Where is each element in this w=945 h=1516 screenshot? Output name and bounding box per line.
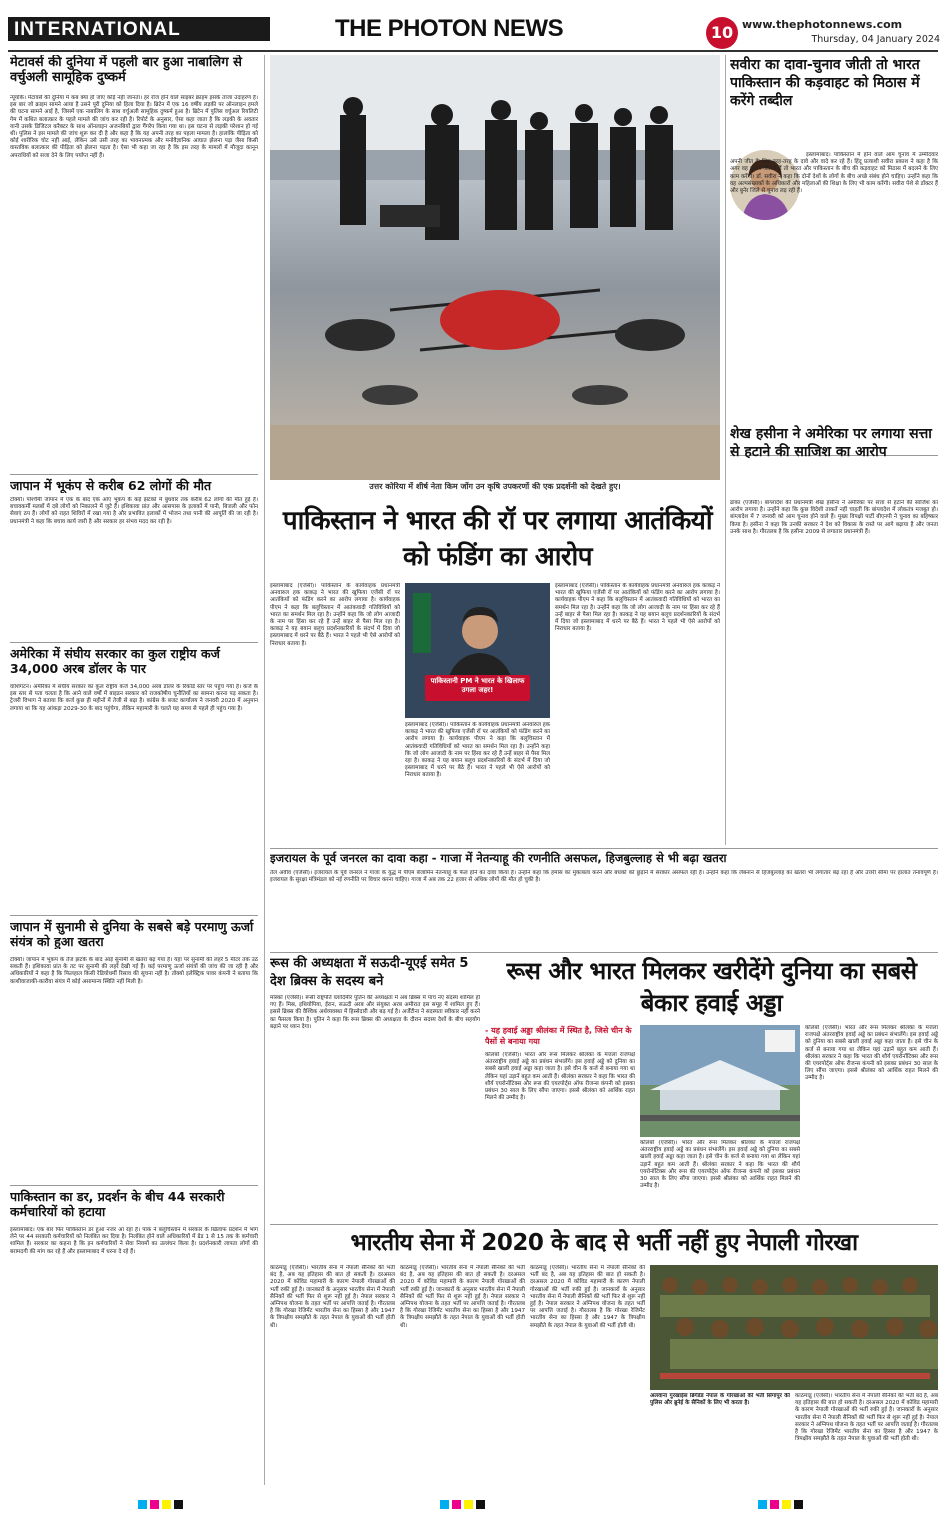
rule-6 <box>270 848 938 849</box>
hasina-headline: शेख हसीना ने अमेरिका पर लगाया सत्ता से हटाने की साजिश का आरोप <box>730 426 932 460</box>
left-col-rule <box>264 55 265 1485</box>
japan-quake-headline: जापान में भूकंप से करीब 62 लोगों की मौत <box>10 478 212 493</box>
brics-body: मॉस्को (एजेंसी)। रूसी राष्ट्रपति व्लादिमीर पुतिन की अध्यक्षता में अब ब्रिक्स में पांच नए सदस्य शामिल हो गए हैं। मिस्र, इथियोपिया, ईरान, सऊदी अरब और संयुक्त अरब अमीरात इस समूह में शामिल हुए हैं। इससे ब्रिक्स की वैश्विक अर्थव्यवस्था में हिस्सेदारी और बढ़ गई है। अर्जेंटीना ने सदस्यता स्वीकार नहीं करने का फैसला किया है। पुतिन ने कहा कि रूस ब्रिक्स की अध्यक्षता के दौरान सदस्य देशों के बीच सहयोग बढ़ाने पर ध्यान देगा। <box>270 995 480 1030</box>
magenta-swatch <box>150 1500 159 1509</box>
issue-date: Thursday, 04 January 2024 <box>811 34 940 45</box>
gorkha-body-cont-2: काठमांडू (एजेंसी)। भारतीय सेना में नेपाली सैनिकों की भर्ती बंद है, अब यह इतिहास की बात हो सकती है। दरअसल 2020 में कोविड महामारी के कारण नेपाली गोरखाओं की भर्ती रुकी हुई है। जानकारों के अनुसार भारतीय सेना में नेपाली सैनिकों की भर्ती फिर से शुरू नहीं हुई है। नेपाल सरकार ने अग्निपथ योजना के तहत भर्ती पर आपत्ति जताई है। गौरतलब है कि गोरखा रेजिमेंट भारतीय सेना का हिस्सा है और 1947 के त्रिपक्षीय समझौते के तहत नेपाल के युवाओं की भर्ती होती थी। <box>530 1265 645 1329</box>
right-col-rule-top <box>725 55 726 845</box>
pak-raw-body-cont: इस्लामाबाद (एजेंसी)। पाकिस्तान के कार्यवाहक प्रधानमंत्री अनवारुल हक काकड़ ने भारत की खुफिया एजेंसी रॉ पर आतंकियों को फंडिंग करने का आरोप लगाया है। कार्यवाहक पीएम ने कहा कि बलूचिस्तान में आतंकवादी गतिविधियों को भारत का समर्थन मिल रहा है। उन्होंने कहा कि जो लोग आजादी के नाम पर हिंसा कर रहे हैं उन्हें बाहर से पैसा मिल रहा है। काकड़ ने यह बयान बलूच प्रदर्शनकारियों के संदर्भ में दिया जो इस्लामाबाद में धरने पर बैठे हैं। भारत ने पहले भी ऐसे आरोपों को निराधार बताया है। <box>405 722 550 779</box>
airport-body: कोलंबो (एजेंसी)। भारत और रूस मिलकर श्रीलंका के मत्तला राजपक्षे अंतरराष्ट्रीय हवाई अड्डे का प्रबंधन संभालेंगे। इस हवाई अड्डे को दुनिया का सबसे खाली हवाई अड्डा कहा जाता है। इसे चीन के कर्ज से बनाया गया था लेकिन यहां उड़ानें बहुत कम आती हैं। श्रीलंका सरकार ने कहा कि भारत की शौर्य एयरोनॉटिक्स और रूस की एयरपोर्ट्स ऑफ रीजन्स कंपनी को इसका प्रबंधन 30 साल के लिए सौंपा जाएगा। इससे श्रीलंका को आर्थिक राहत मिलने की उम्मीद है। <box>485 1052 635 1102</box>
black-swatch-2 <box>476 1500 485 1509</box>
gorkha-headline: भारतीय सेना में 2020 के बाद से भर्ती नहीं हुए नेपाली गोरखा <box>350 1230 858 1256</box>
north-korea-photo <box>270 55 720 480</box>
japan-quake-body: टोक्यो। पश्चिमी जापान में एक के बाद एक आए भूकंप के कई झटकों में बुधवार तक करीब 62 लोगों की मौत हुई है। बचावकर्मी मलबों में दबे लोगों को निकालने में जुटे हैं। इशिकावा प्रांत और आसपास के इलाकों में पानी, बिजली और फोन सेवाएं ठप हैं। लोगों को राहत शिविरों में रखा गया है और प्रभावित इलाकों में भोजन तथा पानी की आपूर्ति की जा रही है। प्रधानमंत्री ने कहा कि बचाव कार्य जारी है और सरकार हर संभव मदद कर रही है। <box>10 497 258 525</box>
pak-raw-body-cont-2: इस्लामाबाद (एजेंसी)। पाकिस्तान के कार्यवाहक प्रधानमंत्री अनवारुल हक काकड़ ने भारत की खुफिया एजेंसी रॉ पर आतंकियों को फंडिंग करने का आरोप लगाया है। कार्यवाहक पीएम ने कहा कि बलूचिस्तान में आतंकवादी गतिविधियों को भारत का समर्थन मिल रहा है। उन्होंने कहा कि जो लोग आजादी के नाम पर हिंसा कर रहे हैं उन्हें बाहर से पैसा मिल रहा है। काकड़ ने यह बयान बलूच प्रदर्शनकारियों के संदर्भ में दिया जो इस्लामाबाद में धरने पर बैठे हैं। भारत ने पहले भी ऐसे आरोपों को निराधार बताया है। <box>555 583 720 633</box>
pm-illustration <box>405 583 550 718</box>
section-label <box>8 17 270 41</box>
gorkha-body: काठमांडू (एजेंसी)। भारतीय सेना में नेपाली सैनिकों की भर्ती बंद है, अब यह इतिहास की बात हो सकती है। दरअसल 2020 में कोविड महामारी के कारण नेपाली गोरखाओं की भर्ती रुकी हुई है। जानकारों के अनुसार भारतीय सेना में नेपाली सैनिकों की भर्ती फिर से शुरू नहीं हुई है। नेपाल सरकार ने अग्निपथ योजना के तहत भर्ती पर आपत्ति जताई है। गौरतलब है कि गोरखा रेजिमेंट भारतीय सेना का हिस्सा है और 1947 के त्रिपक्षीय समझौते के तहत नेपाल के युवाओं की भर्ती होती थी। <box>270 1265 395 1329</box>
pak-pm-photo <box>405 583 550 718</box>
gorkha-photo-caption: अलवाना गुरखाईस ब्रिगेडेड नेपाल के गोरखाओं की भर्ती सिंगापुर की पुलिस और ब्रुनेई के सैनिकों के लिए भी करता है। <box>650 1393 790 1407</box>
yellow-swatch <box>162 1500 171 1509</box>
metaverse-headline: मेटावर्स की दुनिया में पहली बार हुआ नाबालिग से वर्चुअली सामूहिक दुष्कर्म <box>10 55 242 85</box>
soldiers-illustration <box>650 1265 938 1390</box>
gorkha-body-cont: काठमांडू (एजेंसी)। भारतीय सेना में नेपाली सैनिकों की भर्ती बंद है, अब यह इतिहास की बात हो सकती है। दरअसल 2020 में कोविड महामारी के कारण नेपाली गोरखाओं की भर्ती रुकी हुई है। जानकारों के अनुसार भारतीय सेना में नेपाली सैनिकों की भर्ती फिर से शुरू नहीं हुई है। नेपाल सरकार ने अग्निपथ योजना के तहत भर्ती पर आपत्ति जताई है। गौरतलब है कि गोरखा रेजिमेंट भारतीय सेना का हिस्सा है और 1947 के त्रिपक्षीय समझौते के तहत नेपाल के युवाओं की भर्ती होती थी। <box>400 1265 525 1329</box>
magenta-swatch-2 <box>452 1500 461 1509</box>
airport-illustration <box>640 1025 800 1137</box>
brics-headline: रूस की अध्यक्षता में सऊदी-यूएई समेत 5 देश ब्रिक्स के सदस्य बने <box>270 956 469 989</box>
website-url: www.thephotonnews.com <box>742 18 903 31</box>
rule-2 <box>10 642 258 643</box>
airport-photo <box>640 1025 800 1137</box>
us-debt-body: वाशिंगटन। अमेरिका में संघीय सरकार का कुल राष्ट्रीय कर्ज 34,000 अरब डॉलर के रिकॉर्ड स्तर पर पहुंच गया है। कर्ज के इस स्तर से पता चलता है कि आने वाले वर्षों में बाइडन सरकार को राजकोषीय चुनौतियों का सामना करना पड़ सकता है। ट्रेजरी विभाग ने बताया कि कर्ज कुछ ही महीनों में तेजी से बढ़ा है। कांग्रेस के बजट कार्यालय ने जनवरी 2020 में अनुमान लगाया था कि यह आंकड़ा 2029-30 के बाद पहुंचेगा, लेकिन महामारी के चलते यह समय से पहले ही पहुंच गया है। <box>10 684 258 712</box>
rule-1 <box>10 474 258 475</box>
pak-employees-body: इस्लामाबाद। एक बार फिर पाकिस्तान डर हुआ नजर आ रहा है। पाक ने बलूचिस्तान में सरकार के खिलाफ प्रदर्शन में भाग लेने पर 44 सरकारी कर्मचारियों को निलंबित कर दिया है। निलंबित होने वाले अधिकारियों में ग्रेड 1 से 15 तक के कर्मचारी शामिल हैं। सरकार का कहना है कि इन कर्मचारियों ने सेवा नियमों का उल्लंघन किया है। प्रदर्शनकारी लापता लोगों की बरामदगी की मांग कर रहे हैं और इस्लामाबाद में धरना दे रहे हैं। <box>10 1227 258 1255</box>
airport-body-cont: कोलंबो (एजेंसी)। भारत और रूस मिलकर श्रीलंका के मत्तला राजपक्षे अंतरराष्ट्रीय हवाई अड्डे का प्रबंधन संभालेंगे। इस हवाई अड्डे को दुनिया का सबसे खाली हवाई अड्डा कहा जाता है। इसे चीन के कर्ज से बनाया गया था लेकिन यहां उड़ानें बहुत कम आती हैं। श्रीलंका सरकार ने कहा कि भारत की शौर्य एयरोनॉटिक्स और रूस की एयरपोर्ट्स ऑफ रीजन्स कंपनी को इसका प्रबंधन 30 साल के लिए सौंपा जाएगा। इससे श्रीलंका को आर्थिक राहत मिलने की उम्मीद है। <box>640 1140 800 1190</box>
rule-8 <box>270 1224 938 1225</box>
japan-nuclear-headline: जापान में सुनामी से दुनिया के सबसे बड़े परमाणु ऊर्जा संयंत्र को हुआ खतरा <box>10 919 254 949</box>
japan-nuclear-body: टोक्यो। जापान में भूकंप के तेज झटके के बाद आई सुनामी से खतरा बढ़ गया है। यहां पर सुनामी की लहरें 5 मीटर तक उठ सकती हैं। इशिकावा प्रांत के तट पर सुनामी की लहरें देखी गई हैं। कई परमाणु ऊर्जा संयंत्रों की जांच की जा रही है और अधिकारियों ने कहा है कि फिलहाल किसी रेडियोधर्मी रिसाव की सूचना नहीं है। तोक्यो इलेक्ट्रिक पावर कंपनी ने बताया कि काशीवाजाकी-कारीवा संयंत्र में कोई असामान्य स्थिति नहीं मिली है। <box>10 957 258 985</box>
yellow-swatch-3 <box>782 1500 791 1509</box>
airport-body-cont-2: कोलंबो (एजेंसी)। भारत और रूस मिलकर श्रीलंका के मत्तला राजपक्षे अंतरराष्ट्रीय हवाई अड्डे का प्रबंधन संभालेंगे। इस हवाई अड्डे को दुनिया का सबसे खाली हवाई अड्डा कहा जाता है। इसे चीन के कर्ज से बनाया गया था लेकिन यहां उड़ानें बहुत कम आती हैं। श्रीलंका सरकार ने कहा कि भारत की शौर्य एयरोनॉटिक्स और रूस की एयरपोर्ट्स ऑफ रीजन्स कंपनी को इसका प्रबंधन 30 साल के लिए सौंपा जाएगा। इससे श्रीलंका को आर्थिक राहत मिलने की उम्मीद है। <box>805 1025 938 1082</box>
pak-pm-banner: पाकिस्तानी PM ने भारत के खिलाफ उगला जहर! <box>430 677 525 694</box>
pak-raw-headline: पाकिस्तान ने भारत की रॉ पर लगाया आतंकियों को फंडिंग का आरोप <box>282 506 713 572</box>
paper-logo <box>335 15 625 47</box>
israel-body: तेल अवीव (एजेंसी)। इजरायल के पूर्व जनरल ने गाजा के युद्ध में पीएम बेंजामिन नेतन्याहू के फेल होने का दावा किया है। उन्होंने कहा कि हमास का मुकाबला करने और बंधकों को छुड़ाने में सरकार असफल रही है। उन्होंने कहा कि लेबनान से हिजबुल्लाह का खतरा भी लगातार बढ़ रहा है और उत्तरी सीमा पर हालात तनावपूर्ण हैं। इजरायल के सुरक्षा मंत्रिमंडल को नई रणनीति पर विचार करना चाहिए। गाजा में अब तक 22 हजार से अधिक लोगों की मौत हो चुकी है। <box>270 870 938 884</box>
north-korea-caption: उत्तर कोरिया में शीर्ष नेता किम जोंग उन कृषि उपकरणों की एक प्रदर्शनी को देखते हुए। <box>369 482 621 491</box>
saveera-body: इस्लामाबाद। पाकिस्तान में होने वाले आम चुनाव में उम्मीदवार अपनी जीत के लिए तरह-तरह के दावे और वादे कर रहे हैं। हिंदू प्रत्याशी सवीरा प्रकाश ने कहा है कि अगर वह चुनाव जीतती हैं तो भारत और पाकिस्तान के बीच की कड़वाहट को मिठास में बदलने के लिए काम करेंगी। डॉ. सवीरा ने कहा कि दोनों देशों के लोगों के बीच अच्छे संबंध होने चाहिए। उन्होंने कहा कि वह अल्पसंख्यकों के अधिकारों और महिलाओं की शिक्षा के लिए भी काम करेंगी। सवीरा पेशे से डॉक्टर हैं और बुनेर जिले से चुनाव लड़ रही हैं। <box>730 152 938 195</box>
page-number: 10 <box>710 23 734 42</box>
pak-raw-body: इस्लामाबाद (एजेंसी)। पाकिस्तान के कार्यवाहक प्रधानमंत्री अनवारुल हक काकड़ ने भारत की खुफिया एजेंसी रॉ पर आतंकियों को फंडिंग करने का आरोप लगाया है। कार्यवाहक पीएम ने कहा कि बलूचिस्तान में आतंकवादी गतिविधियों को भारत का समर्थन मिल रहा है। उन्होंने कहा कि जो लोग आजादी के नाम पर हिंसा कर रहे हैं उन्हें बाहर से पैसा मिल रहा है। काकड़ ने यह बयान बलूच प्रदर्शनकारियों के संदर्भ में दिया जो इस्लामाबाद में धरने पर बैठे हैं। भारत ने पहले भी ऐसे आरोपों को निराधार बताया है। <box>270 583 400 647</box>
black-swatch <box>174 1500 183 1509</box>
us-debt-headline: अमेरिका में संघीय सरकार का कुल राष्ट्रीय कर्ज 34,000 अरब डॉलर के पार <box>10 646 220 676</box>
israel-headline: इजरायल के पूर्व जनरल का दावा कहा - गाजा में नेतन्याहू की रणनीति असफल, हिजबुल्लाह से भी बढ़ा खतरा <box>270 851 727 865</box>
rule-3 <box>10 915 258 916</box>
pak-employees-headline: पाकिस्तान का डर, प्रदर्शन के बीच 44 सरकारी कर्मचारियों को हटाया <box>10 1189 225 1219</box>
photo-illustration <box>270 55 720 480</box>
paper-name: THE PHOTON NEWS <box>335 15 564 42</box>
yellow-swatch-2 <box>464 1500 473 1509</box>
cyan-swatch <box>138 1500 147 1509</box>
section-title: INTERNATIONAL <box>14 19 181 40</box>
black-swatch-3 <box>794 1500 803 1509</box>
metaverse-body: न्यूयॉर्क। मेटावर्स की दुनिया में कब क्या हो जाए कोई नहीं जानता। हर रोज होने वाले साइबर क्राइम इसके ताजा उदाहरण हैं। इस बार जो क्राइम सामने आया है उसने पूरी दुनिया को हिला दिया है। ब्रिटेन में एक 16 वर्षीय लड़की पर ऑनलाइन हमले की घटना सामने आई है, जिसमें एक नाबालिग के साथ वर्चुअली सामूहिक दुष्कर्म हुआ है। ब्रिटेन में पुलिस वर्चुअल रियलिटी गेम में कथित बलात्कार के पहले मामले की जांच कर रही है। रिपोर्ट के अनुसार, ऐसा कहा जाता है कि लड़की के अवतार यानी उसके डिजिटल करैक्टर के साथ ऑनलाइन अजनबियों द्वारा गैंगरेप किया गया था। इस घटना से लड़की परेशान हो गई थी। पुलिस ने इस मामले की जांच शुरू कर दी है और कहा है कि यह अपनी तरह का पहला मामला है। हालांकि पीड़िता को कोई शारीरिक चोट नहीं आई, लेकिन उसे उसी तरह का भावनात्मक और मनोवैज्ञानिक आघात झेलना पड़ा जैसा किसी वास्तविक बलात्कार की पीड़िता को झेलना पड़ता है। ऐसा भी कहा जा रहा है कि इस तरह के मामलों में मौजूदा कानून अपराधियों को सजा देने के लिए पर्याप्त नहीं हैं। <box>10 95 258 159</box>
saveera-headline: सवीरा का दावा-चुनाव जीती तो भारत पाकिस्तान की कड़वाहट को मिठास में करेंगे तब्दील <box>730 57 920 109</box>
hasina-body: ढाका (एजेंसी)। बांग्लादेश की प्रधानमंत्री शेख हसीना ने अमेरिका पर सत्ता से हटाने की साजिश का आरोप लगाया है। उन्होंने कहा कि कुछ विदेशी ताकतें नहीं चाहतीं कि बांग्लादेश में लोकतंत्र मजबूत हो। बांग्लादेश में 7 जनवरी को आम चुनाव होने वाले हैं। मुख्य विपक्षी पार्टी बीएनपी ने चुनाव का बहिष्कार किया है। हसीना ने कहा कि उनकी सरकार ने देश को विकास के रास्ते पर आगे बढ़ाया है और जनता उनके साथ है। गौरतलब है कि हसीना 2009 से लगातार प्रधानमंत्री हैं। <box>730 500 938 535</box>
gorkha-photo <box>650 1265 938 1390</box>
rule-4 <box>10 1185 258 1186</box>
masthead-rule <box>8 50 938 52</box>
cyan-swatch-2 <box>440 1500 449 1509</box>
magenta-swatch-3 <box>770 1500 779 1509</box>
cyan-swatch-3 <box>758 1500 767 1509</box>
airport-subhead: - यह हवाई अड्डा श्रीलंका में स्थित है, जिसे चीन के पैसों से बनाया गया <box>485 1026 632 1046</box>
page-number-badge <box>706 17 738 49</box>
airport-headline: रूस और भारत मिलकर खरीदेंगे दुनिया का सबसे बेकार हवाई अड्डा <box>506 957 917 1017</box>
rule-7 <box>270 952 938 953</box>
gorkha-body-cont-3: काठमांडू (एजेंसी)। भारतीय सेना में नेपाली सैनिकों की भर्ती बंद है, अब यह इतिहास की बात हो सकती है। दरअसल 2020 में कोविड महामारी के कारण नेपाली गोरखाओं की भर्ती रुकी हुई है। जानकारों के अनुसार भारतीय सेना में नेपाली सैनिकों की भर्ती फिर से शुरू नहीं हुई है। नेपाल सरकार ने अग्निपथ योजना के तहत भर्ती पर आपत्ति जताई है। गौरतलब है कि गोरखा रेजिमेंट भारतीय सेना का हिस्सा है और 1947 के त्रिपक्षीय समझौते के तहत नेपाल के युवाओं की भर्ती होती थी। <box>795 1393 938 1443</box>
